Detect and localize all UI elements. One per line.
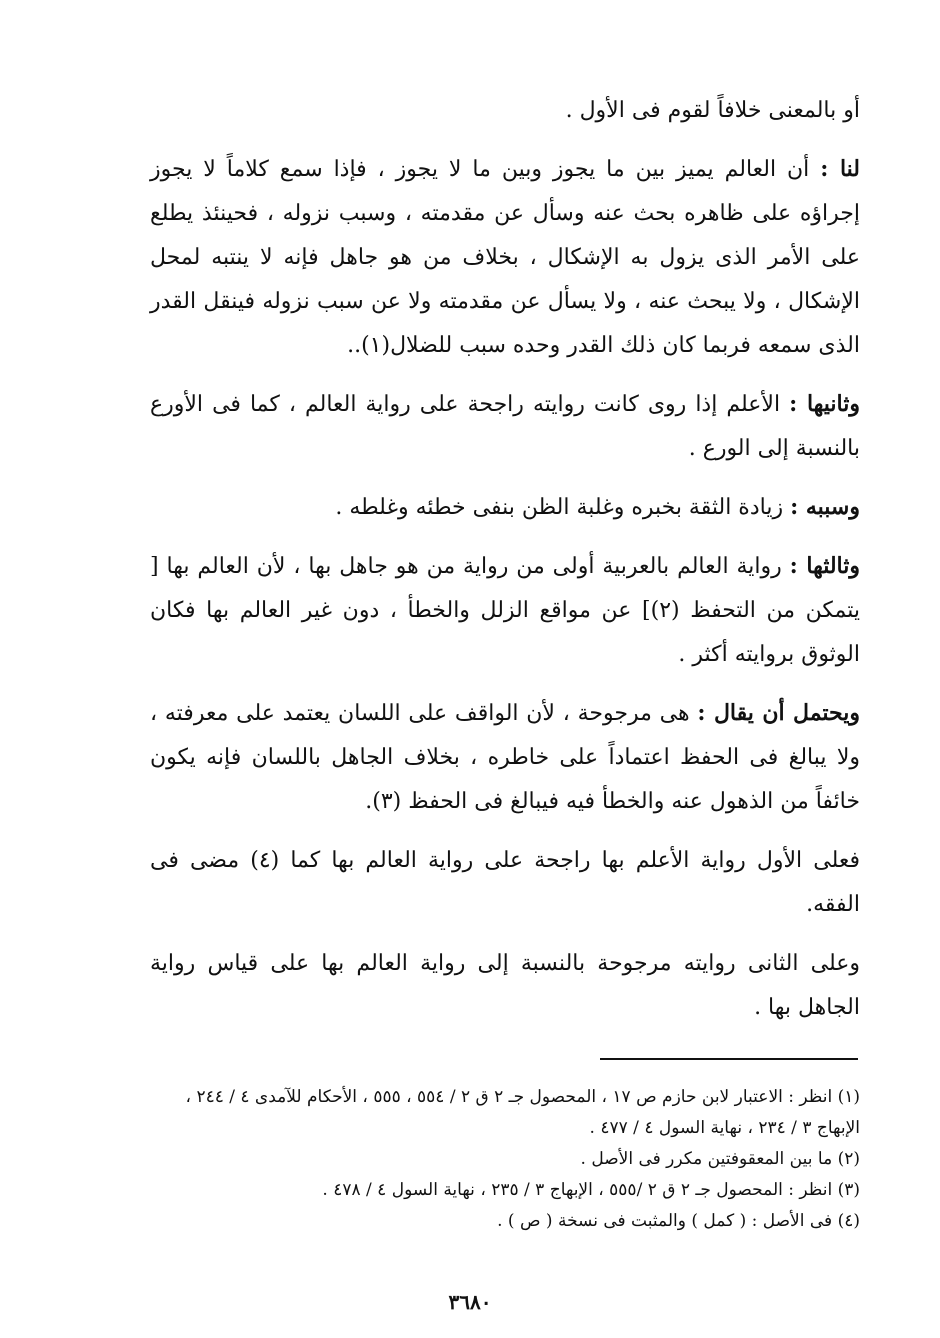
main-text (150, 88, 860, 1030)
paragraph-lead: ويحتمل أن يقال : (697, 700, 860, 726)
footnote-2: (٢) ما بين المعقوفتين مكرر فى الأصل . (580, 1149, 860, 1169)
paragraph-text: وعلى الثانى روايته مرجوحة بالنسبة إلى رواية العالم بها على قياس رواية الجاهل بها . (150, 951, 860, 1020)
paragraph-3 (150, 382, 860, 471)
paragraph-4 (150, 485, 860, 530)
paragraph-8 (150, 941, 860, 1030)
paragraph-text: رواية العالم بالعربية أولى من رواية من هو جاهل بها ، لأن العالم بها [ يتمكن من التحفظ (٢)] عن مواقع الزلل والخطأ ، دون غير العالم بها فكان الوثوق بروايته أكثر . (150, 554, 860, 667)
paragraph-text: الأعلم إذا روى كانت روايته راجحة على رواية العالم ، كما فى الأورع بالنسبة إلى الورع . (150, 392, 860, 461)
paragraph-text: هى مرجوحة ، لأن الواقف على اللسان يعتمد على معرفته ، ولا يبالغ فى الحفظ اعتماداً على خاطره ، بخلاف الجاهل باللسان فإنه يكون خائفاً من الذهول عنه والخطأ فيه فيبالغ فى الحفظ (٣). (150, 701, 860, 814)
paragraph-lead: لنا : (820, 156, 860, 182)
paragraph-2 (150, 147, 860, 368)
paragraph-text: أو بالمعنى خلافاً لقوم فى الأول . (565, 98, 860, 123)
paragraph-1 (150, 88, 860, 133)
paragraph-6 (150, 691, 860, 824)
paragraph-lead: وثانيها : (789, 391, 860, 417)
paragraph-text: فعلى الأول رواية الأعلم بها راجحة على رواية العالم بها كما (٤) مضى فى الفقه. (150, 848, 860, 917)
footnote-3: (٣) انظر : المحصول جـ ٢ ق ٢ /٥٥٥ ، الإبهاج ٣ / ٢٣٥ ، نهاية السول ٤ / ٤٧٨ . (322, 1180, 860, 1200)
page-number: ٣٦٨٠ (448, 1290, 492, 1314)
paragraph-7 (150, 838, 860, 927)
paragraph-text: زيادة الثقة بخبره وغلبة الظن بنفى خطئه وغلطه . (335, 495, 791, 520)
footnotes (150, 1082, 860, 1237)
footnote-separator (600, 1058, 858, 1060)
paragraph-lead: وسببه : (790, 494, 860, 520)
footnote-1: (١) انظر : الاعتبار لابن حازم ص ١٧ ، المحصول جـ ٢ ق ٢ / ٥٥٤ ، ٥٥٥ ، الأحكام للآمدى ٤ / ٢٤٤ ، الإبهاج ٣ / ٢٣٤ ، نهاية السول ٤ / ٤٧٧ . (185, 1087, 860, 1138)
paragraph-5 (150, 544, 860, 677)
footnote-4: (٤) فى الأصل : ( كمل ) والمثبت فى نسخة ( ص ) . (497, 1211, 860, 1231)
paragraph-lead: وثالثها : (789, 553, 861, 579)
paragraph-text: أن العالم يميز بين ما يجوز وبين ما لا يجوز ، فإذا سمع كلاماً لا يجوز إجراؤه على ظاهره بحث عنه وسأل عن مقدمته ، وسبب نزوله ، فحينئذ يطلع على الأمر الذى يزول به الإشكال ، بخلاف من هو جاهل فإنه لا ينتبه لمحل الإشكال ، ولا يبحث عنه ، ولا يسأل عن مقدمته ولا عن سبب نزوله فينقل القدر الذى سمعه فربما كان ذلك القدر وحده سبب للضلال(١).. (150, 157, 860, 358)
